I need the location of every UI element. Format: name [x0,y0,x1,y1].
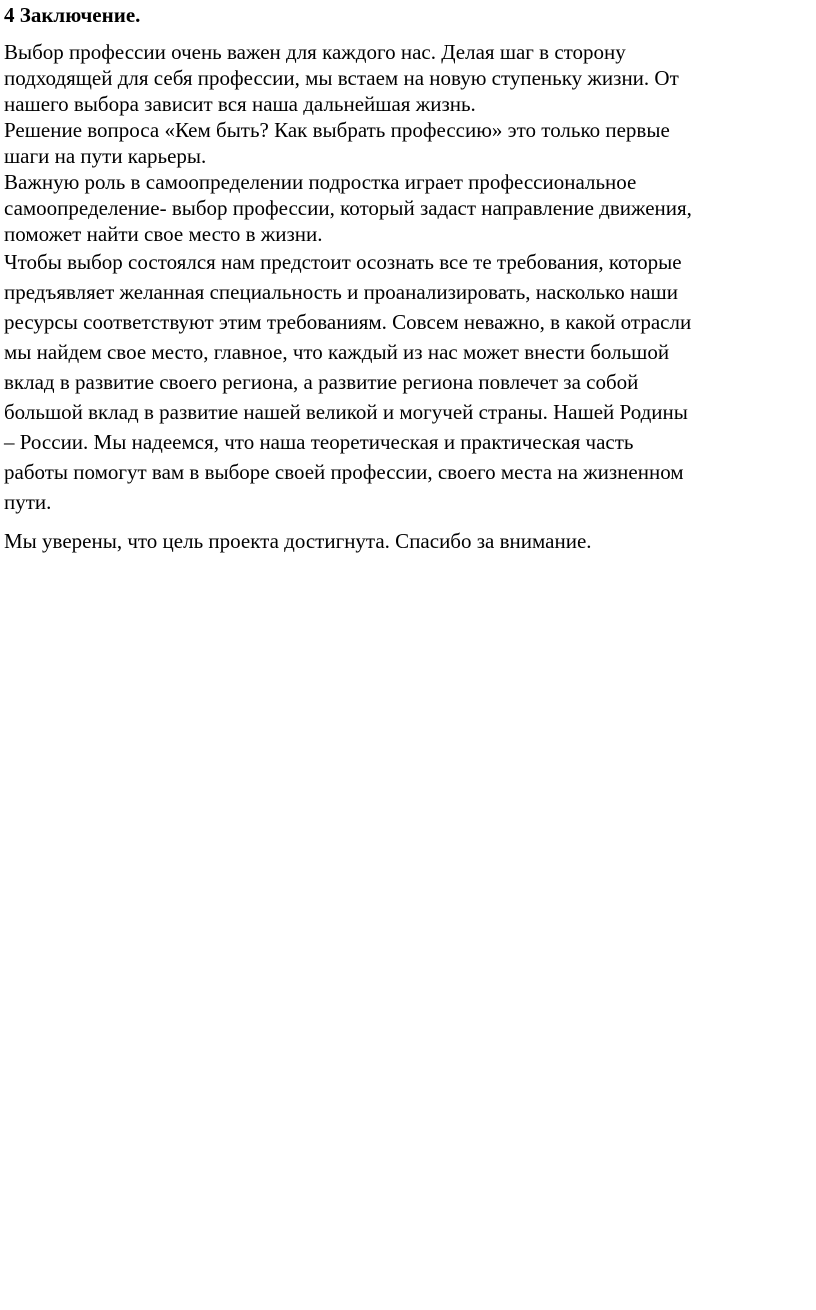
text-line: – России. Мы надеемся, что наша теоретическая и практическая часть [4,430,634,454]
text-line: шаги на пути карьеры. [4,144,207,168]
text-line: подходящей для себя профессии, мы встаем на новую ступеньку жизни. От [4,66,679,90]
text-line: вклад в развитие своего региона, а развитие региона повлечет за собой [4,370,639,394]
text-line: поможет найти свое место в жизни. [4,222,323,246]
paragraph-gap [4,517,810,527]
text-line: предъявляет желанная специальность и проанализировать, насколько наши [4,280,678,304]
section-heading: 4 Заключение. [4,3,141,27]
text-line: Выбор профессии очень важен для каждого нас. Делая шаг в сторону [4,40,626,64]
text-line: ресурсы соответствуют этим требованиям. Совсем неважно, в какой отрасли [4,310,692,334]
closing-line: Мы уверены, что цель проекта достигнута. Спасибо за внимание. [4,529,592,553]
paragraph-block-1 [4,39,810,247]
text-line: Решение вопроса «Кем быть? Как выбрать профессию» это только первые [4,118,670,142]
text-line: большой вклад в развитие нашей великой и могучей страны. Нашей Родины [4,400,688,424]
text-line: самоопределение- выбор профессии, который задаст направление движения, [4,196,692,220]
text-line: мы найдем свое место, главное, что каждый из нас может внести большой [4,340,670,364]
paragraph-block-2 [4,247,810,517]
text-line: нашего выбора зависит вся наша дальнейшая жизнь. [4,92,476,116]
text-line: работы помогут вам в выборе своей профессии, своего места на жизненном [4,460,684,484]
text-line: Важную роль в самоопределении подростка играет профессиональное [4,170,637,194]
text-line: Чтобы выбор состоялся нам предстоит осознать все те требования, которые [4,250,682,274]
text-line: пути. [4,490,52,514]
